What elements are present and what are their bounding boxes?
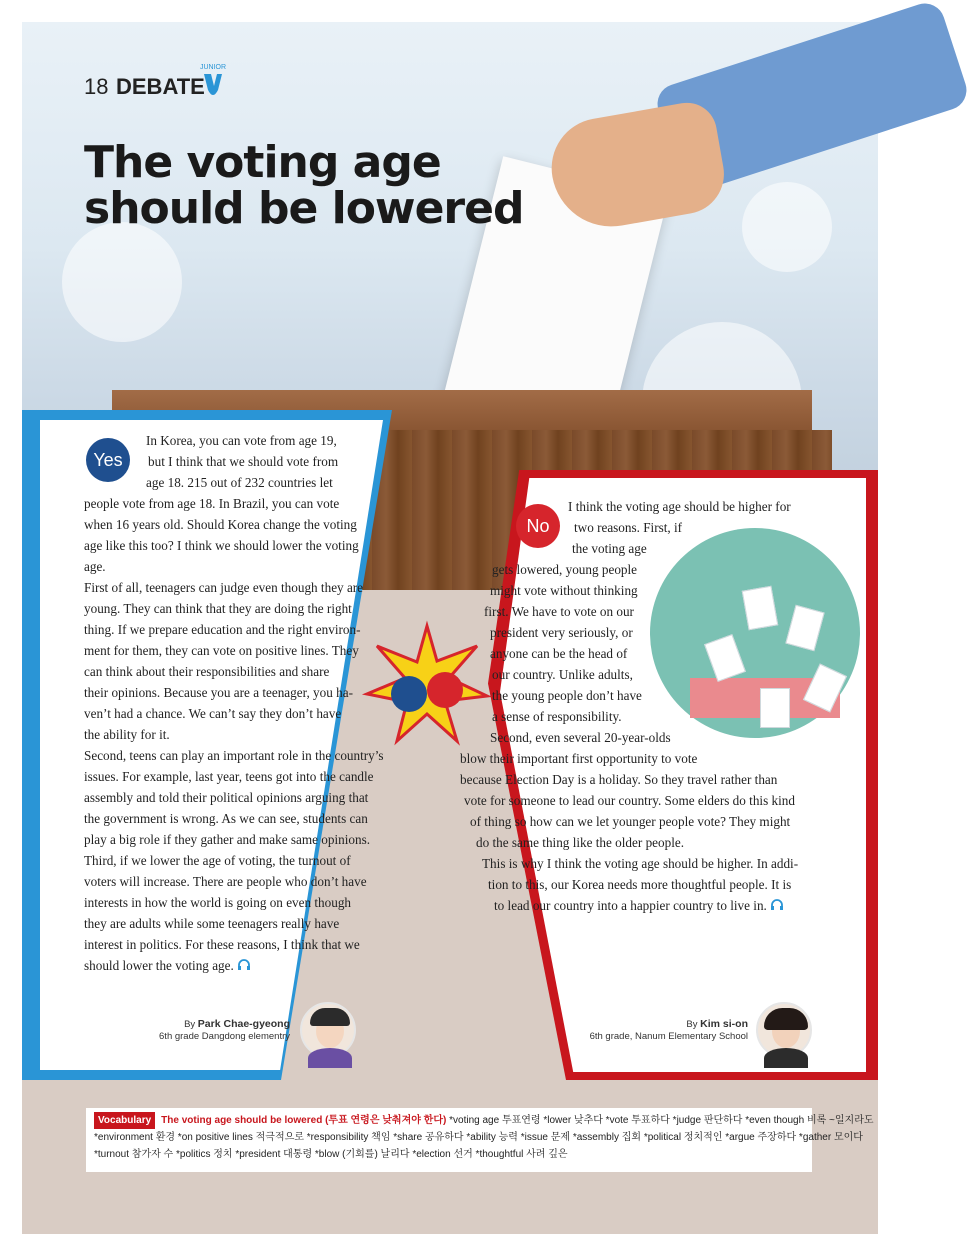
article-line: Second, even several 20-year-olds bbox=[490, 730, 671, 745]
no-author: Kim si-on bbox=[700, 1018, 748, 1030]
article-line: This is why I think the voting age should be higher. In addi- bbox=[482, 856, 799, 871]
yes-badge: Yes bbox=[86, 438, 130, 482]
vocabulary-line-1: *voting age 투표연령 *lower 낮추다 *vote 투표하다 *judge 판단하다 *even though 비록 ~일지라도 bbox=[449, 1115, 874, 1126]
yes-byline bbox=[159, 1018, 290, 1043]
page-number: 18 bbox=[84, 74, 109, 99]
article-line: the government is wrong. As we can see, students can bbox=[84, 811, 368, 826]
article-line: the voting age bbox=[572, 541, 647, 556]
article-line: Second, teens can play an important role in the country’s bbox=[84, 748, 384, 763]
article-line: might vote without thinking bbox=[490, 583, 638, 598]
article-line: when 16 years old. Should Korea change the voting bbox=[84, 517, 357, 532]
no-byline bbox=[590, 1018, 748, 1043]
article-line: assembly and told their political opinions arguing that bbox=[84, 790, 369, 805]
yes-byline-prefix: By bbox=[184, 1019, 196, 1030]
article-line: do the same thing like the older people. bbox=[476, 835, 685, 850]
article-line: the ability for it. bbox=[84, 727, 170, 742]
article-line: the young people don’t have bbox=[492, 688, 642, 703]
article-line: voters will increase. There are people who don’t have bbox=[84, 874, 367, 889]
article-line: they are adults while some teenagers really have bbox=[84, 916, 340, 931]
no-byline-prefix: By bbox=[686, 1019, 698, 1030]
article-line: issues. For example, last year, teens got into the candle bbox=[84, 769, 374, 784]
article-line: people vote from age 18. In Brazil, you can vote bbox=[84, 496, 340, 511]
article-line: tion to this, our Korea needs more thoughtful people. It is bbox=[488, 877, 792, 892]
article-line: of thing so how can we let younger people vote? They might bbox=[470, 814, 791, 829]
article-line: blow their important first opportunity to vote bbox=[460, 751, 698, 766]
junior-logo-icon bbox=[198, 60, 228, 104]
no-school: 6th grade, Nanum Elementary School bbox=[589, 1031, 748, 1042]
article-line: to lead our country into a happier country to live in. bbox=[460, 895, 798, 916]
article-line: gets lowered, young people bbox=[492, 562, 638, 577]
headphones-icon bbox=[770, 899, 784, 911]
article-line: interests in how the world is going on even though bbox=[84, 895, 352, 910]
article-line: but I think that we should vote from bbox=[148, 454, 339, 469]
logo-text: JUNIOR bbox=[200, 64, 227, 71]
article-line: a sense of responsibility. bbox=[492, 709, 622, 724]
article-line: thing. If we prepare education and the right environ- bbox=[84, 622, 361, 637]
article-line: first. We have to vote on our bbox=[484, 604, 634, 619]
article-line: ment for them, they can vote on positive lines. They bbox=[84, 643, 359, 658]
vocabulary-line-2: *environment 환경 *on positive lines 적극적으로 *responsibility 책임 *share 공유하다 *ability 능력 *issue 문제 *assembly 집회 *political 정치적인 *argue 주장하다 *gather 모이다 bbox=[94, 1132, 863, 1143]
article-line: In Korea, you can vote from age 19, bbox=[146, 433, 337, 448]
yes-article-text bbox=[84, 430, 384, 976]
headline bbox=[84, 137, 524, 234]
article-line: ven’t had a chance. We can’t say they don’t have bbox=[84, 706, 342, 721]
vocabulary-line-3: *turnout 참가자 수 *politics 정치 *president 대통령 *blow (기회를) 날리다 *election 선거 *thoughtful 사려 깊은 bbox=[94, 1149, 568, 1160]
vocabulary-box bbox=[86, 1108, 874, 1172]
article-line: I think the voting age should be higher for bbox=[568, 499, 791, 514]
article-line: age. bbox=[84, 559, 106, 574]
article-line: because Election Day is a holiday. So they travel rather than bbox=[460, 772, 778, 787]
article-line: our country. Unlike adults, bbox=[492, 667, 633, 682]
article-line: age 18. 215 out of 232 countries let bbox=[146, 475, 333, 490]
vocabulary-tag: Vocabulary bbox=[94, 1112, 155, 1129]
yes-school: 6th grade Dangdong elementry bbox=[159, 1031, 290, 1042]
voting-hands-illustration bbox=[650, 528, 860, 738]
article-line: young. They can think that they are doing the right bbox=[84, 601, 352, 616]
article-line: anyone can be the head of bbox=[490, 646, 628, 661]
article-line: their opinions. Because you are a teenager, you ha- bbox=[84, 685, 353, 700]
article-line: First of all, teenagers can judge even though they are bbox=[84, 580, 364, 595]
article-line: age like this too? I think we should lower the voting bbox=[84, 538, 359, 553]
article-line: two reasons. First, if bbox=[574, 520, 683, 535]
article-line: vote for someone to lead our country. Some elders do this kind bbox=[464, 793, 795, 808]
section-title: DEBATE bbox=[116, 74, 205, 99]
no-badge: No bbox=[516, 504, 560, 548]
no-author-avatar bbox=[756, 1002, 812, 1058]
magazine-page bbox=[22, 22, 878, 1234]
headline-line-2: should be lowered bbox=[84, 183, 524, 234]
article-line: can think about their responsibilities and share bbox=[84, 664, 330, 679]
article-line: interest in politics. For these reasons, I think that we bbox=[84, 937, 360, 952]
yes-author: Park Chae-gyeong bbox=[197, 1018, 290, 1030]
article-line: should lower the voting age. bbox=[84, 955, 384, 976]
vocabulary-title: The voting age should be lowered (투표 연령은 낮춰져야 한다) bbox=[161, 1115, 447, 1126]
article-line: Third, if we lower the age of voting, the turnout of bbox=[84, 853, 351, 868]
headphones-icon bbox=[237, 959, 251, 971]
article-line: president very seriously, or bbox=[490, 625, 633, 640]
article-line: play a big role if they gather and make same opinions. bbox=[84, 832, 371, 847]
headline-line-1: The voting age bbox=[84, 137, 441, 188]
yes-author-avatar bbox=[300, 1002, 356, 1058]
boxing-gloves-burst-icon bbox=[367, 626, 487, 746]
